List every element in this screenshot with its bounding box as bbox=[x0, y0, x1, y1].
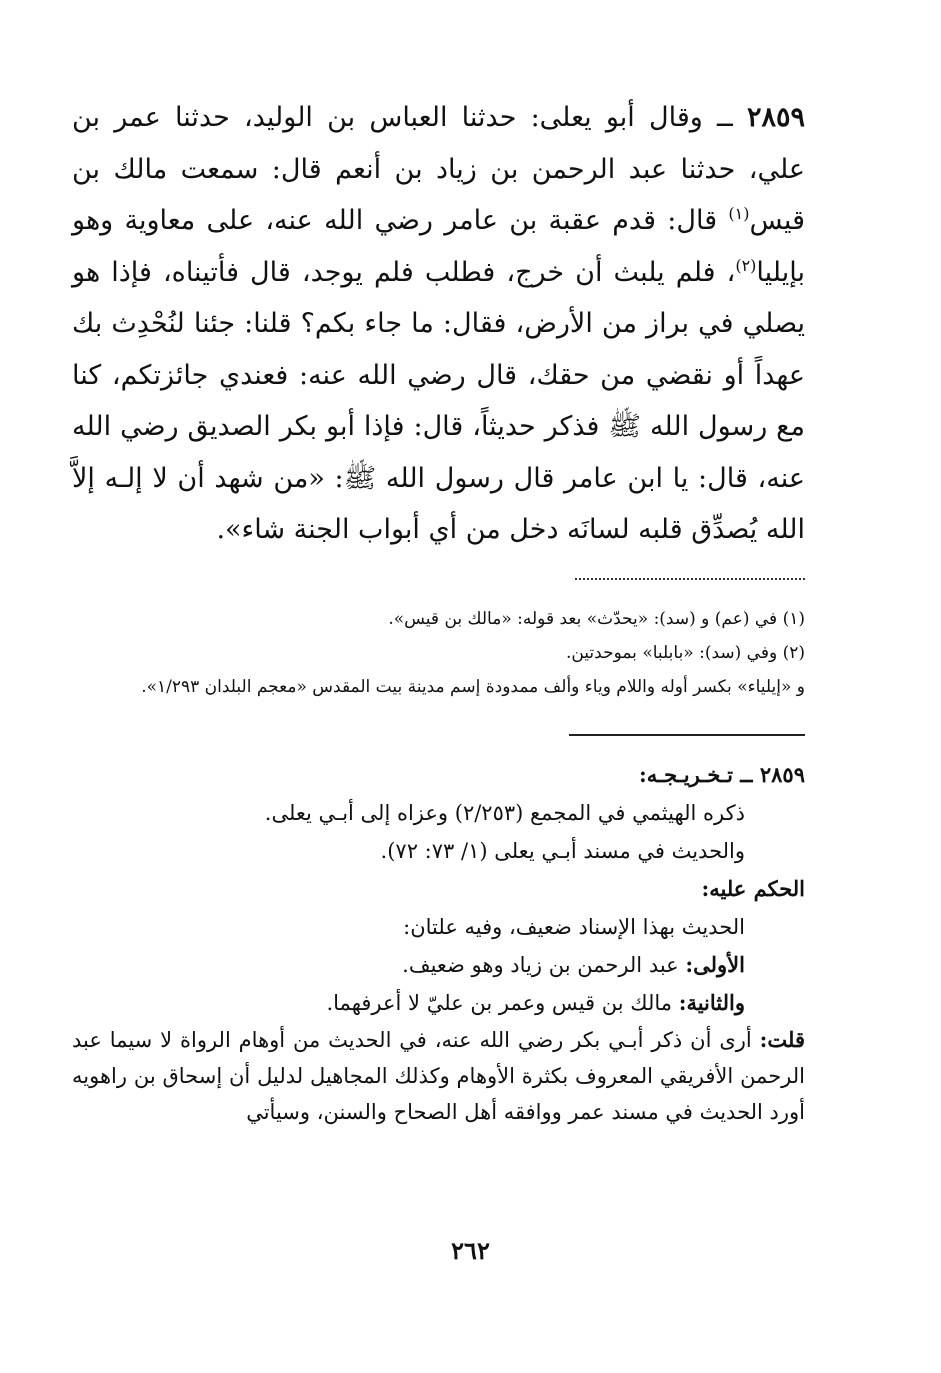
page-number: ٢٦٢ bbox=[451, 1236, 490, 1265]
takhrij-line-1: ذكره الهيثمي في المجمع (٢/٢٥٣) وعزاه إلى أبـي يعلى. bbox=[264, 800, 745, 825]
hukm-first-label: الأولى: bbox=[685, 951, 745, 977]
qult-label: قلت: bbox=[759, 1026, 805, 1052]
hukm-second bbox=[72, 984, 805, 1022]
hukm-first bbox=[72, 946, 805, 984]
hadith-text bbox=[72, 92, 805, 556]
footnote-ref-2: (٢) bbox=[735, 255, 757, 275]
takhrij-line-2: والحديث في مسند أبـي يعلى (١/ ٧٣: ٧٢). bbox=[380, 838, 745, 863]
footnote-2: (٢) وفي (سد): «بابلبا» بموحدتين. bbox=[565, 642, 805, 663]
hukm-intro: الحديث بهذا الإسناد ضعيف، وفيه علتان: bbox=[403, 914, 745, 939]
hukm-second-text: مالك بن قيس وعمر بن عليّ لا أعرفهما. bbox=[326, 990, 679, 1015]
footnote-separator bbox=[575, 578, 805, 580]
hadith-number: ٢٨٥٩ bbox=[746, 102, 805, 133]
section-rule bbox=[569, 734, 805, 736]
hukm-heading: الحكم عليه: bbox=[701, 875, 805, 901]
hadith-line-1: ــ وقال أبو يعلى: حدثنا العباس بن الوليد، حدثنا عمر بن bbox=[72, 102, 733, 133]
footnote-1: (١) في (عم) و (سد): «يحدّث» بعد قوله: «مالك بن قيس». bbox=[388, 608, 805, 629]
footnote-2-cont: و «إيلياء» بكسر أوله واللام وياء وألف ممدودة إسم مدينة بيت المقدس «معجم البلدان ١/٢٩٣». bbox=[141, 676, 805, 697]
qult-text: أرى أن ذكر أبـي بكر رضي الله عنه، في الحديث من أوهام الرواة لا سيما عبد الرحمن الأفريقي المعروف بكثرة الأوهام وكذلك المجاهيل لدليل أن إسحاق بن راهويه أورد الحديث في مسند عمر ووافقه أهل الصحاح والسنن، وسيأتي bbox=[72, 1027, 805, 1124]
takhrij-heading: ٢٨٥٩ ــ تـخـريـجـه: bbox=[638, 761, 805, 787]
hadith-line-4: ، فلم يلبث أن خرج، فطلب فلم يوجد، قال فأتيناه، فإذا هو يصلي في براز من الأرض، فقال: ما جاء بكم؟ قلنا: جئنا لنُحْدِث بك عهداً أو نقضي من حقك، قال رضي الله عنه: فعندي جائزتكم، كنا مع رسول الله ﷺ فذكر حديثاً، قال: فإذا أبو بكر الصديق رضي الله عنه، قال: يا ابن عامر قال رسول الله ﷺ: «من شهد أن لا إلـه إلاَّ الله يُصدِّق قلبه لسانَه دخل من أي أبواب الجنة شاء». bbox=[72, 256, 805, 545]
qult-paragraph bbox=[72, 1022, 805, 1130]
hadith-line-2: علي، حدثنا عبد الرحمن بن زياد بن أنعم قال: سمعت مالك بن قيس bbox=[72, 153, 805, 236]
hadith-line-3: قال: قدم عقبة بن عامر رضي الله عنه، على معاوية وهو بإيليا bbox=[72, 205, 805, 288]
footnotes bbox=[72, 602, 805, 704]
hukm-first-text: عبد الرحمن بن زياد وهو ضعيف. bbox=[402, 952, 686, 977]
hukm-second-label: والثانية: bbox=[678, 989, 745, 1015]
footnote-ref-1: (١) bbox=[728, 204, 750, 223]
takhrij-section bbox=[72, 756, 805, 1130]
